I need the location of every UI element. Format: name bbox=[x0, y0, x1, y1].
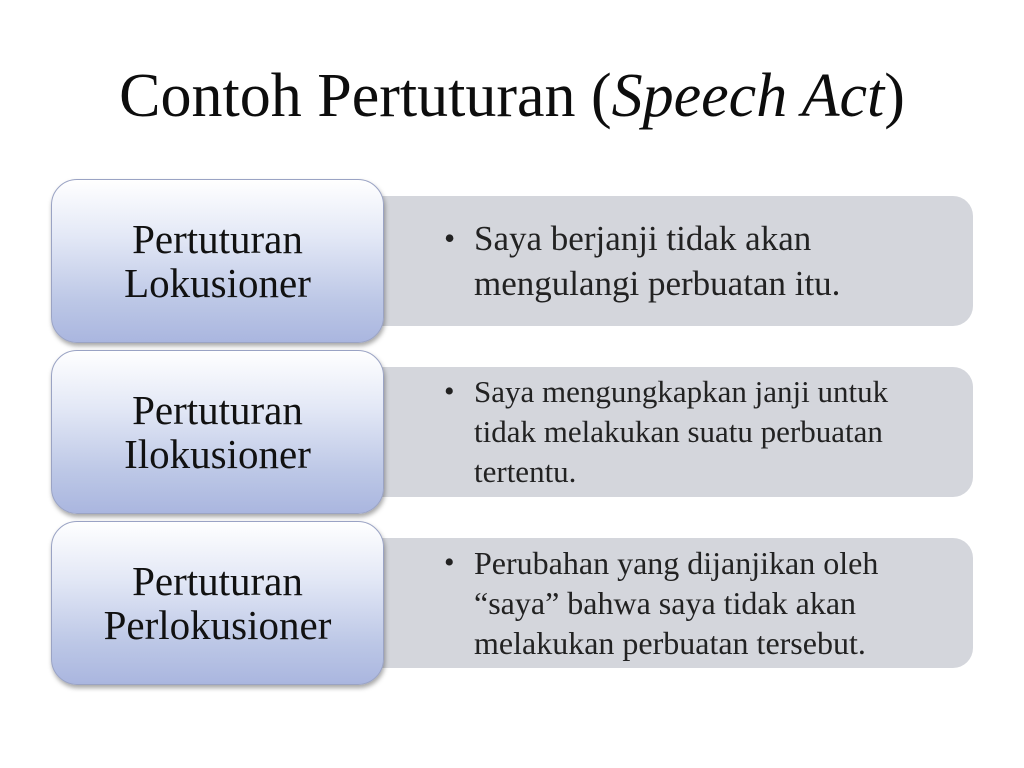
label-line-1: Pertuturan bbox=[132, 216, 303, 262]
bullet-item bbox=[444, 543, 945, 663]
label-text bbox=[124, 217, 311, 305]
bullet-item bbox=[444, 216, 945, 306]
detail-text-container bbox=[444, 196, 945, 326]
label-line-2: Ilokusioner bbox=[124, 431, 311, 477]
bullet-icon: • bbox=[444, 375, 455, 408]
label-text bbox=[104, 559, 332, 647]
bullet-icon: • bbox=[444, 220, 456, 256]
slide-title bbox=[0, 56, 1024, 136]
detail-text-container bbox=[444, 367, 945, 497]
label-text bbox=[124, 388, 311, 476]
label-box bbox=[51, 179, 384, 343]
detail-box bbox=[300, 367, 973, 497]
detail-box bbox=[300, 196, 973, 326]
label-line-1: Pertuturan bbox=[132, 558, 303, 604]
slide-title-main: Contoh Pertuturan ( bbox=[119, 62, 612, 130]
speech-act-row-perlokusioner bbox=[0, 521, 1024, 687]
speech-act-row-lokusioner bbox=[0, 179, 1024, 345]
label-box bbox=[51, 521, 384, 685]
label-box bbox=[51, 350, 384, 514]
detail-text: Perubahan yang dijanjikan oleh “saya” bahwa saya tidak akan melakukan perbuatan tersebut. bbox=[474, 545, 879, 661]
label-line-2: Perlokusioner bbox=[103, 602, 332, 648]
slide-title-close: ) bbox=[884, 62, 905, 130]
slide-title-italic: Speech Act bbox=[611, 62, 885, 130]
detail-text: Saya berjanji tidak akan mengulangi perbuatan itu. bbox=[474, 219, 841, 303]
bullet-item bbox=[444, 372, 945, 492]
detail-text: Saya mengungkapkan janji untuk tidak melakukan suatu perbuatan tertentu. bbox=[474, 374, 889, 489]
label-line-1: Pertuturan bbox=[132, 387, 303, 433]
detail-box bbox=[300, 538, 973, 668]
label-line-2: Lokusioner bbox=[124, 260, 311, 306]
detail-text-container bbox=[444, 538, 945, 668]
speech-act-row-ilokusioner bbox=[0, 350, 1024, 516]
bullet-icon: • bbox=[444, 546, 455, 579]
